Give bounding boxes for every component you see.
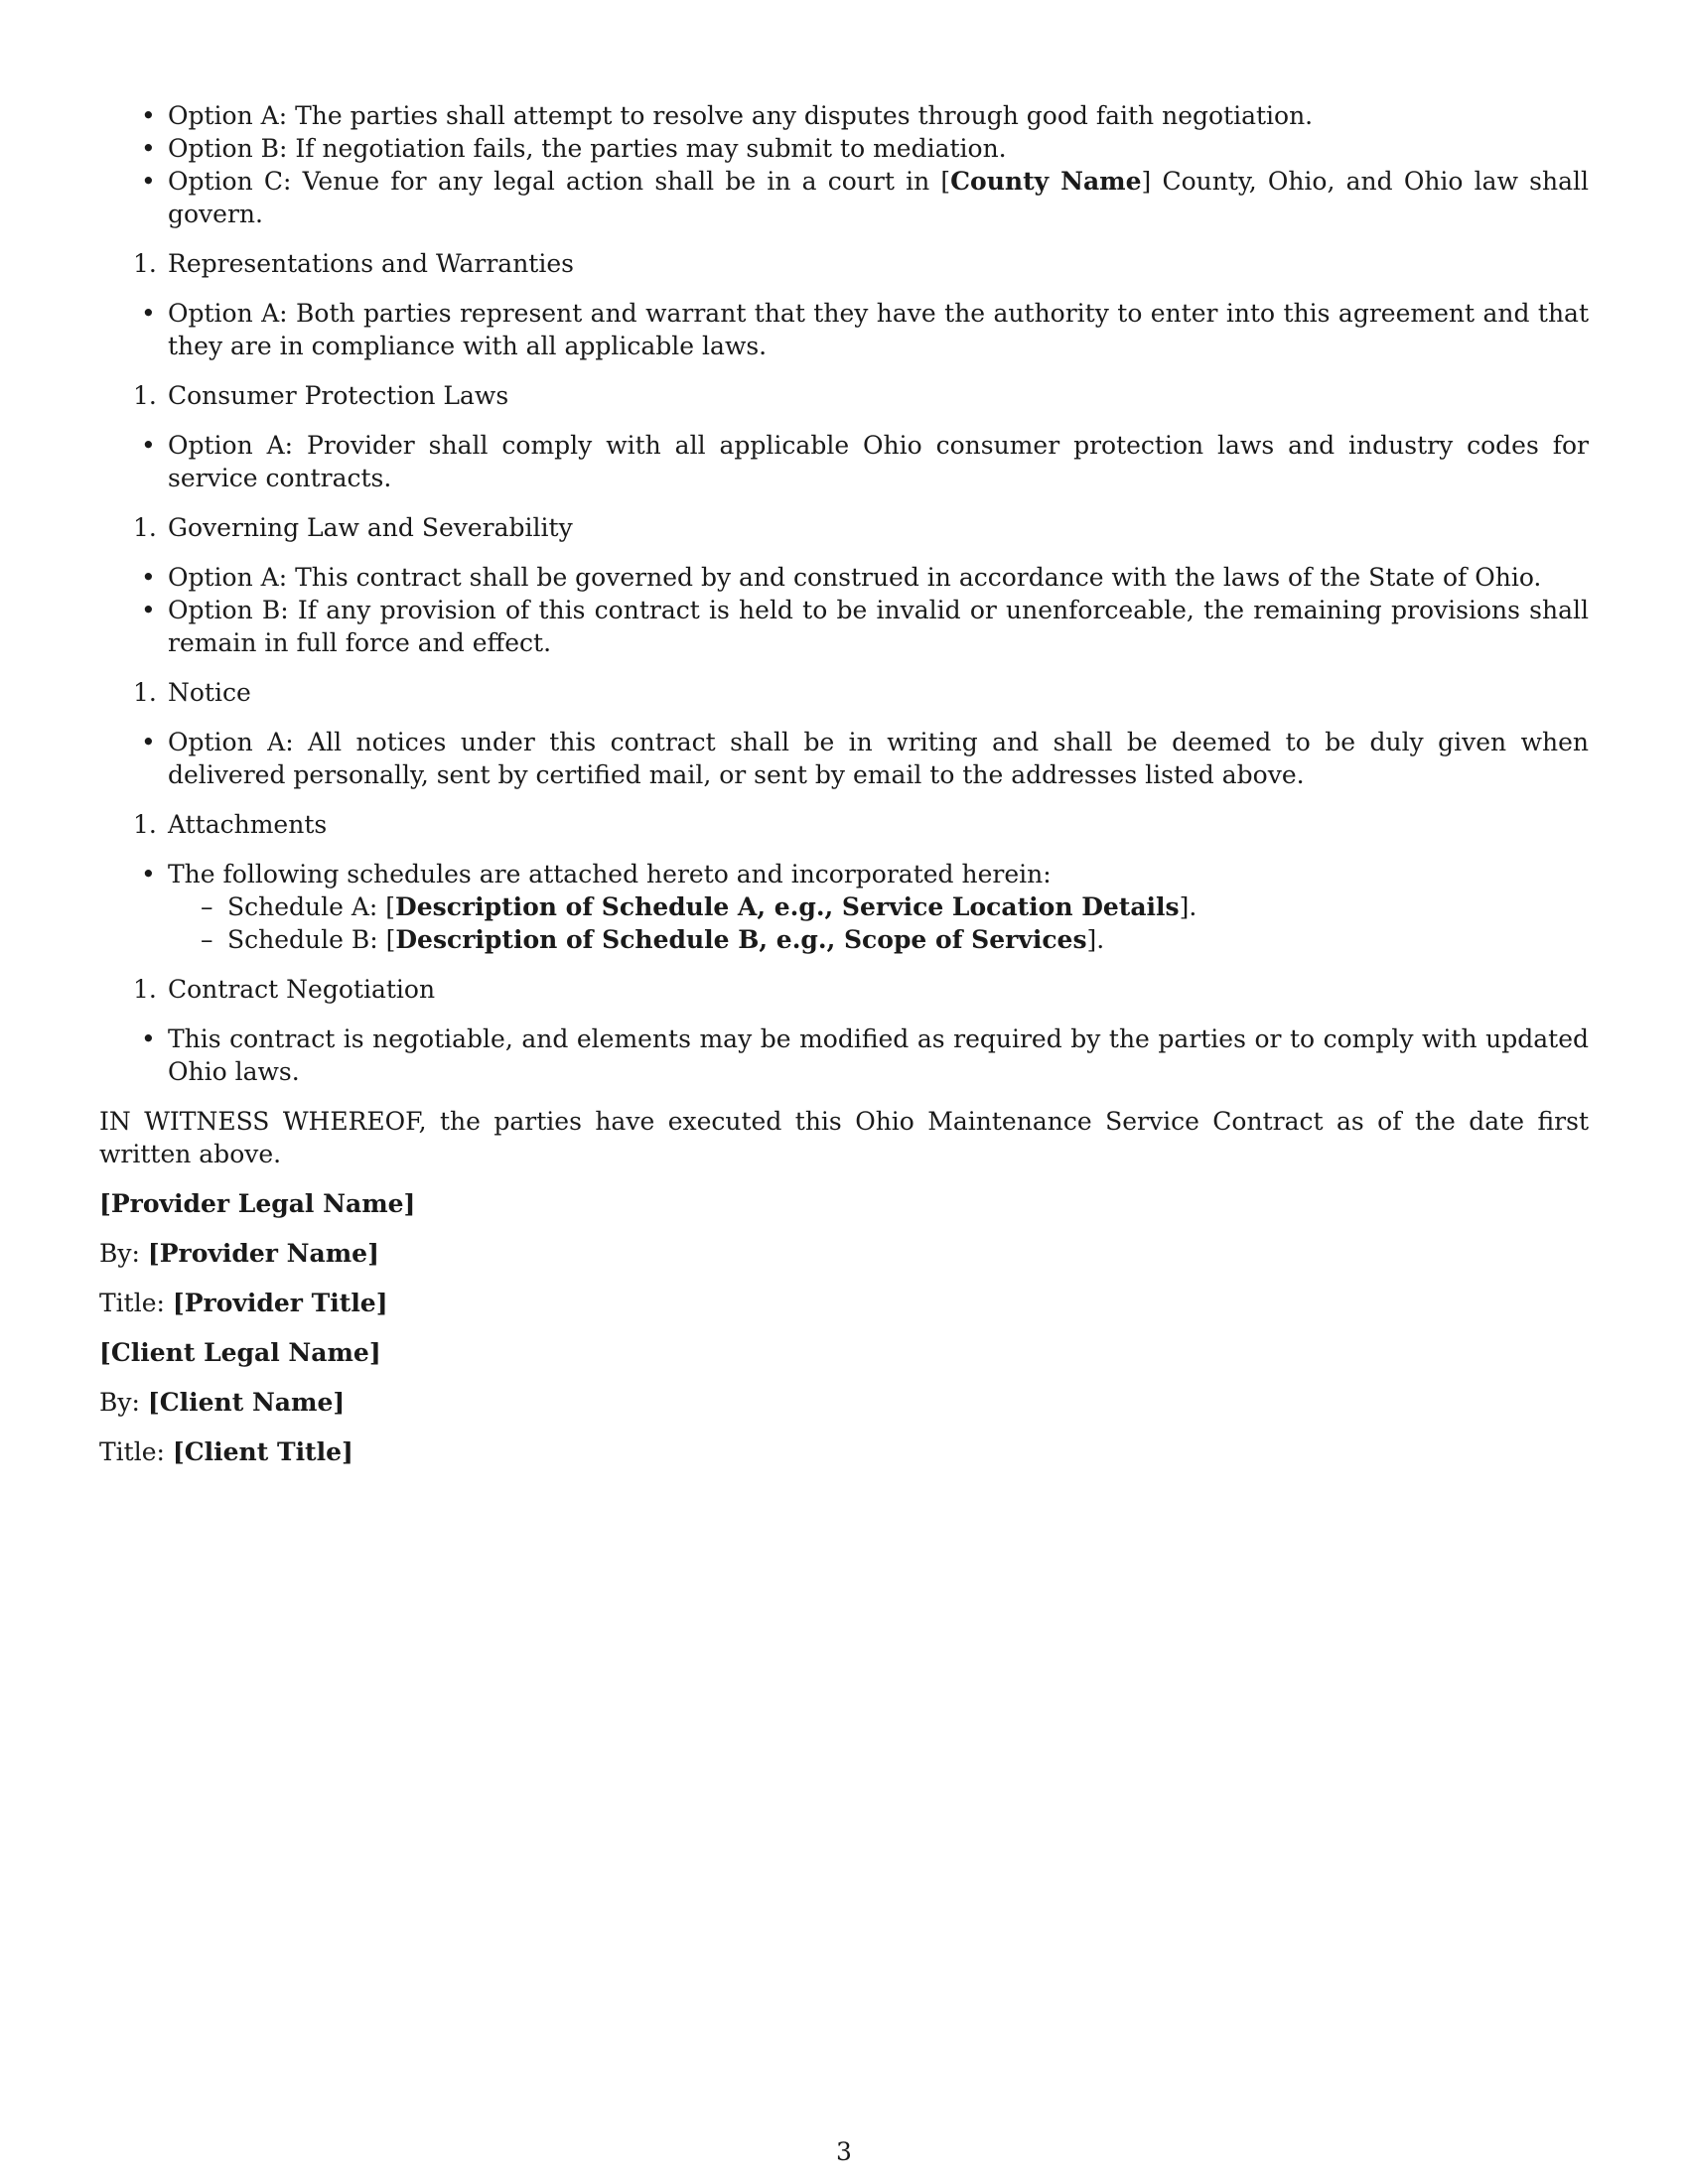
client-legal-name: Client Legal Name [110,1338,369,1367]
attachments-intro: The following schedules are attached hereto and incorporated herein: [168,860,1052,888]
section-heading-attachments [99,808,1589,841]
section-number: 1. [133,381,157,410]
negotiation-options-list [99,1023,1589,1088]
section-number: 1. [133,513,157,542]
list-item [99,165,1589,230]
section-heading-notice [99,676,1589,709]
list-item: • Option A: Both parties represent and warrant that they have the authority to enter into this agreement and that they are in compliance with all applicable laws. [99,297,1589,362]
provider-title-line: Title: [Provider Title] [99,1289,388,1317]
dispute-options-list [99,99,1589,230]
schedule-item: – Schedule A: [Description of Schedule A, e.g., Service Location Details]. [168,890,1589,923]
document-page [99,99,1589,1485]
section-title: Contract Negotiation [168,975,436,1004]
section-title: Governing Law and Severability [168,513,573,542]
client-title: Client Title [184,1437,343,1466]
section-heading-negotiation [99,973,1589,1006]
section-title: Representations and Warranties [168,249,574,278]
schedule-a-description: Description of Schedule A, e.g., Service Location Details [395,892,1180,921]
list-item: • Option A: The parties shall attempt to resolve any disputes through good faith negotiation. [99,99,1589,132]
list-item: • Option B: If negotiation fails, the parties may submit to mediation. [99,132,1589,165]
list-item: • This contract is negotiable, and elements may be modified as required by the parties or to comply with updated Ohio laws. [99,1023,1589,1088]
attachments-list [99,858,1589,956]
provider-legal-name: Provider Legal Name [110,1189,404,1218]
section-number: 1. [133,678,157,707]
schedule-b-description: Description of Schedule B, e.g., Scope of Services [395,925,1087,954]
witness-paragraph: IN WITNESS WHEREOF, the parties have executed this Ohio Maintenance Service Contract as of the date first written above. [99,1107,1589,1168]
section-title: Notice [168,678,251,707]
schedule-item: – Schedule B: [Description of Schedule B, e.g., Scope of Services]. [168,923,1589,956]
section-title: Attachments [168,810,328,839]
page-number: 3 [836,2137,852,2166]
section-title: Consumer Protection Laws [168,381,509,410]
governing-options-list [99,561,1589,659]
provider-by-line: By: [Provider Name] [99,1239,379,1268]
client-legal-name-line: [Client Legal Name] [99,1338,381,1367]
client-title-line: Title: [Client Title] [99,1437,353,1466]
client-by-line: By: [Client Name] [99,1388,346,1417]
section-heading-representations [99,247,1589,280]
section-number: 1. [133,810,157,839]
representations-options-list [99,297,1589,362]
provider-title: Provider Title [184,1289,376,1317]
option-c-after: ] County, Ohio, and Ohio law shall govern. [168,167,1589,228]
list-item: • Option B: If any provision of this contract is held to be invalid or unenforceable, the remaining provisions shall remain in full force and effect. [99,594,1589,659]
section-number: 1. [133,249,157,278]
list-item: • Option A: All notices under this contract shall be in writing and shall be deemed to be duly given when delivered personally, sent by certified mail, or sent by email to the addresses listed above. [99,726,1589,791]
schedules-list [168,890,1589,956]
section-heading-consumer [99,379,1589,412]
client-name: Client Name [159,1388,334,1417]
county-name-placeholder: County Name [950,167,1142,196]
notice-options-list [99,726,1589,791]
section-heading-governing [99,511,1589,544]
list-item: • Option A: Provider shall comply with all applicable Ohio consumer protection laws and industry codes for service contracts. [99,429,1589,494]
section-number: 1. [133,975,157,1004]
option-c-before: Option C: Venue for any legal action shall be in a court in [ [168,167,951,196]
provider-name: Provider Name [159,1239,368,1268]
provider-legal-name-line: [Provider Legal Name] [99,1189,416,1218]
consumer-options-list [99,429,1589,494]
list-item: • Option A: This contract shall be governed by and construed in accordance with the laws of the State of Ohio. [99,561,1589,594]
list-item [99,858,1589,956]
